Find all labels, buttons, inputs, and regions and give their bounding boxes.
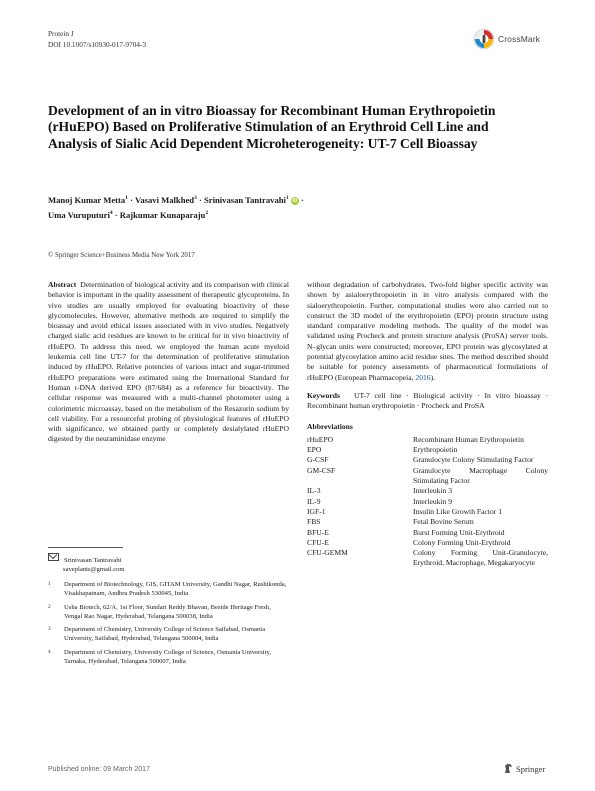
footnote-divider (48, 547, 123, 548)
affiliation-item (48, 625, 289, 644)
abbreviation-row (307, 455, 548, 465)
citation-link[interactable]: 2016 (415, 372, 431, 382)
abbreviation-term: IGF-1 (307, 506, 326, 516)
abbreviation-term: G-CSF (307, 455, 329, 465)
journal-name: Protein J (48, 29, 74, 38)
affiliation-text: Department of Chemistry, University College of Science Saifabad, Osmania University, Saifabad, Hyderabad, Telangana 500004, India (64, 626, 265, 643)
author-affiliation-mark: 1 (285, 195, 289, 201)
abbreviation-definition: Interleukin 3 (413, 486, 453, 496)
right-column (307, 280, 548, 569)
doi[interactable]: DOI 10.1007/s10930-017-9704-3 (48, 40, 147, 49)
abbreviation-definition: Granulocyte Macrophage Colony Stimulating Factor (413, 465, 548, 486)
orcid-icon[interactable]: iD (292, 197, 298, 204)
abbreviation-row (307, 507, 548, 517)
abbreviation-row (307, 466, 548, 487)
abbreviations-table (307, 435, 548, 569)
keywords-text: UT-7 cell line · Biological activity · In vitro bioassay · Recombinant human erythropoietin · Procheck and ProSA (307, 390, 548, 411)
abbreviation-term: CFU-GEMM (307, 548, 348, 558)
crossmark-label: CrossMark (498, 34, 540, 44)
abbreviation-definition: Recombinant Human Erythropoietin (413, 434, 524, 444)
contact-name: Srinivasan Tantravahi (64, 557, 122, 564)
published-date: Published online: 09 March 2017 (48, 766, 150, 773)
affiliation-text: Department of Biotechnology, GIS, GITAM University, Gandhi Nagar, Rushikonda, Visakhapatnam, Andhra Pradesh 530045, India (64, 581, 287, 598)
affiliation-item (48, 603, 289, 622)
article-title: Development of an in vitro Bioassay for Recombinant Human Erythropoietin (rHuEPO) Based on Proliferative Stimulation of an Erythroid Cell Line and Analysis of Sialic Acid Dependent Microheterogeneity: UT-7 Cell Bioassay (48, 103, 496, 151)
crossmark-badge[interactable] (473, 26, 568, 52)
abbreviation-term: IL-3 (307, 486, 321, 496)
abbreviation-term: EPO (307, 445, 322, 455)
corresponding-author (48, 553, 289, 575)
affiliation-number: 3 (48, 626, 51, 633)
abbreviation-definition: Fetal Bovine Serum (413, 517, 474, 527)
author-affiliation-mark: 3 (194, 195, 197, 201)
crossmark-icon (473, 28, 495, 50)
abstract-end: ). (430, 372, 436, 382)
abbreviation-definition: Colony Forming Unit-Granulocyte, Erythroid, Macrophage, Megakaryocyte (413, 548, 548, 568)
abstract-text-continued: without degradation of carbohydrates. Two-fold higher specific activity was shown by asialoerythropoietin in in vitro analysis compared with the sialoerythropoietin. Further, computational studies were also carried out to construct the 3D model of the erythropoietin (EPO) protein structure using standard comparative modeling methods. The quality of the model was validated using Procheck and protein structure analysis (ProSA) server tools. N–glycan units were constructed; moreover, EPO protein was glycosylated at potential glycosylation amino acid residue sites. The method described should be suitable for potency assessments of pharmaceutical formulations of rHuEPO (European Pharmacopeia, (307, 280, 548, 382)
author-name[interactable]: Vasavi Malkhed (134, 194, 195, 205)
affiliations-list (48, 580, 289, 670)
author-affiliation-mark: 4 (109, 209, 113, 216)
affiliation-number: 1 (48, 581, 51, 587)
abbreviation-term: BFU-E (307, 527, 329, 537)
abstract-left-column (48, 280, 289, 445)
abbreviation-term: rHuEPO (307, 434, 334, 444)
affiliation-text: Usha Biotech, 62/A, 1st Floor, Sundari Reddy Bhavan, Beside Heritage Fresh, Vengal Rao Nagar, Hyderabad, Telangana 500038, India (64, 603, 271, 620)
abbreviation-row (307, 528, 548, 538)
author-affiliation-mark: 1 (125, 195, 128, 201)
abbreviation-term: CFU-E (307, 537, 329, 547)
affiliation-item (48, 580, 289, 599)
abbreviation-row (307, 548, 548, 569)
affiliation-number: 4 (48, 648, 51, 655)
publisher-logo[interactable] (503, 763, 545, 774)
author-name[interactable]: Uma Vuruputuri (48, 209, 110, 220)
abbreviation-row (307, 517, 548, 527)
abbreviation-definition: Insulin Like Growth Factor 1 (413, 506, 503, 516)
abbreviation-definition: Granulocyte Colony Stimulating Factor (413, 455, 534, 465)
abbreviation-definition: Burst Forming Unit-Erythroid (413, 527, 505, 537)
author-name[interactable]: Srinivasan Tantravahi (204, 194, 286, 205)
abbreviation-row (307, 435, 548, 445)
abbreviation-row (307, 486, 548, 496)
envelope-icon (48, 553, 59, 561)
keywords (307, 391, 548, 412)
abbreviations-heading: Abbreviations (307, 421, 353, 431)
abstract-label: Abstract (48, 280, 77, 289)
abstract-text: Determination of biological activity and its comparison with clinical behavior is important in the quality assessment of therapeutic glycoproteins. In vivo studies are usually employed for evaluating bioactivity of these glycomolecules. However, alternative methods are required to simplify the bioassay and avoid ethical issues associated with in vivo studies. Negatively charged sialic acid residues are known to be critical for in vivo bioactivity of rHuEPO. To address this need, we employed the human acute myeloid leukemia cell line UT-7 for the determination of proliferative stimulation induced by rHuEPO. Relative potencies of various intact and sugar-trimmed rHuEPO preparations were estimated using the International Standard for Human r-DNA derived EPO (87/684) as a reference for bioactivity. The cellular response was measured with a multi-channel photometer using a colorimetric microassay, based on the metabolism of the Resazurin sodium by cell viability. For a resourceful probing of physiological features of rHuEPO with significance, we obtained partly or completely desialylated rHuEPO digested by the neuraminidase enzyme (48, 280, 289, 444)
abbreviation-row (307, 538, 548, 548)
affiliation-number: 2 (48, 603, 51, 610)
abbreviation-definition: Colony Forming Unit-Erythroid (413, 537, 511, 547)
springer-horse-icon (503, 763, 513, 774)
abbreviation-definition: Interleukin 9 (413, 496, 453, 506)
copyright-notice: © Springer Science+Business Media New York 2017 (48, 252, 195, 259)
abbreviation-term: GM-CSF (307, 465, 336, 475)
contact-email[interactable]: saveplants@gmail.com (63, 566, 125, 574)
author-name[interactable]: Rajkumar Kunaparaju (119, 209, 206, 220)
keywords-label: Keywords (307, 390, 340, 400)
abbreviation-definition: Erythropoietin (413, 445, 458, 455)
publisher-name: Springer (516, 763, 546, 774)
affiliation-text: Department of Chemistry, University College of Science, Osmania University, Tarnaka, Hyderabad, Telangana 500007, India (64, 648, 271, 666)
abbreviation-row (307, 445, 548, 455)
affiliation-item (48, 648, 289, 667)
abbreviation-term: IL-9 (307, 496, 321, 506)
author-name[interactable]: Manoj Kumar Metta (48, 194, 126, 205)
author-list: Manoj Kumar Metta$^1$ · Vasavi Malkhed$^3$ · Srinivasan Tantravahi$^1$ iD · Uma Vuruputuri$^4$ · Rajkumar Kunaparaju$^2$ (48, 194, 304, 220)
abbreviation-term: FBS (307, 517, 321, 527)
author-affiliation-mark: 2 (205, 209, 209, 216)
abbreviation-row (307, 497, 548, 507)
